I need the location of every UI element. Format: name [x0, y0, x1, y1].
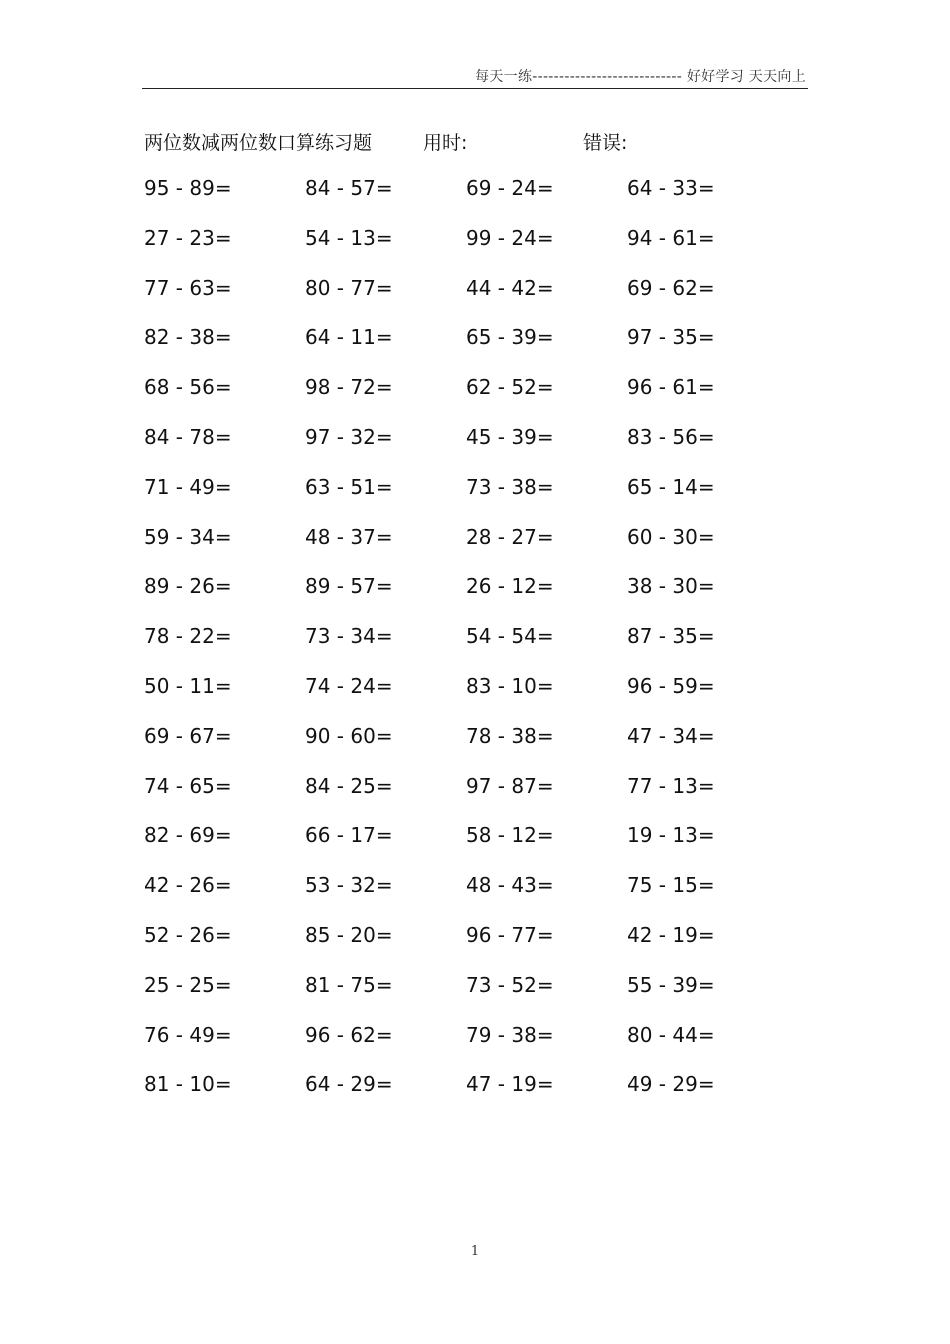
problem-item: 95 - 89= [144, 176, 232, 200]
problem-row [144, 1072, 804, 1122]
problem-item: 81 - 10= [144, 1072, 232, 1097]
problem-item: 79 - 38= [466, 1022, 554, 1047]
problem-item: 80 - 44= [627, 1022, 715, 1047]
problem-item: 25 - 25= [144, 972, 232, 997]
problem-row [144, 973, 804, 1023]
problem-item: 53 - 32= [305, 873, 393, 898]
problem-item: 47 - 19= [466, 1072, 554, 1097]
problem-item: 48 - 43= [466, 873, 554, 898]
problem-row [144, 724, 804, 774]
problem-item: 96 - 77= [466, 922, 554, 947]
problem-row [144, 1023, 804, 1073]
problem-item: 96 - 61= [627, 375, 715, 400]
worksheet-title: 两位数减两位数口算练习题 [144, 132, 373, 154]
problem-row [144, 325, 804, 375]
problem-item: 82 - 69= [144, 823, 232, 848]
problem-item: 97 - 35= [627, 325, 715, 350]
problem-item: 74 - 65= [144, 773, 232, 798]
problem-grid [144, 176, 804, 1122]
problem-item: 42 - 19= [627, 922, 715, 947]
problem-item: 50 - 11= [144, 673, 232, 698]
problem-item: 68 - 56= [144, 375, 232, 400]
problem-item: 69 - 24= [466, 176, 554, 200]
problem-item: 87 - 35= [627, 624, 715, 649]
problem-item: 63 - 51= [305, 474, 393, 499]
problem-item: 71 - 49= [144, 474, 232, 499]
problem-row [144, 226, 804, 276]
problem-item: 82 - 38= [144, 325, 232, 350]
problem-item: 45 - 39= [466, 424, 554, 449]
problem-item: 97 - 32= [305, 424, 393, 449]
problem-item: 69 - 62= [627, 275, 715, 300]
problem-item: 83 - 10= [466, 673, 554, 698]
problem-item: 19 - 13= [627, 823, 715, 848]
problem-item: 54 - 54= [466, 624, 554, 649]
problem-item: 52 - 26= [144, 922, 232, 947]
problem-item: 84 - 78= [144, 424, 232, 449]
problem-item: 44 - 42= [466, 275, 554, 300]
problem-item: 62 - 52= [466, 375, 554, 400]
problem-item: 66 - 17= [305, 823, 393, 848]
problem-row [144, 774, 804, 824]
worksheet-title-row [0, 128, 950, 158]
problem-item: 78 - 22= [144, 624, 232, 649]
header-slogan: 每天一练---------------------------- 好好学习 天天向上 [475, 69, 806, 85]
problem-item: 81 - 75= [305, 972, 393, 997]
page-number: 1 [470, 1244, 480, 1259]
problem-item: 55 - 39= [627, 972, 715, 997]
problem-row [144, 674, 804, 724]
problem-item: 99 - 24= [466, 225, 554, 250]
problem-item: 48 - 37= [305, 524, 393, 549]
problem-item: 98 - 72= [305, 375, 393, 400]
problem-item: 59 - 34= [144, 524, 232, 549]
problem-item: 97 - 87= [466, 773, 554, 798]
time-used-label: 用时: [423, 132, 468, 154]
problem-item: 64 - 29= [305, 1072, 393, 1097]
problem-item: 85 - 20= [305, 922, 393, 947]
problem-item: 94 - 61= [627, 225, 715, 250]
problem-item: 73 - 38= [466, 474, 554, 499]
problem-item: 74 - 24= [305, 673, 393, 698]
problem-item: 58 - 12= [466, 823, 554, 848]
errors-label: 错误: [583, 132, 628, 154]
problem-row [144, 176, 804, 226]
problem-item: 84 - 57= [305, 176, 393, 200]
problem-row [144, 425, 804, 475]
problem-item: 75 - 15= [627, 873, 715, 898]
problem-item: 78 - 38= [466, 723, 554, 748]
problem-item: 89 - 57= [305, 574, 393, 599]
problem-row [144, 574, 804, 624]
problem-item: 73 - 52= [466, 972, 554, 997]
problem-item: 28 - 27= [466, 524, 554, 549]
problem-item: 64 - 33= [627, 176, 715, 200]
problem-item: 96 - 62= [305, 1022, 393, 1047]
problem-item: 38 - 30= [627, 574, 715, 599]
problem-item: 65 - 14= [627, 474, 715, 499]
problem-item: 84 - 25= [305, 773, 393, 798]
problem-item: 42 - 26= [144, 873, 232, 898]
problem-item: 89 - 26= [144, 574, 232, 599]
problem-item: 65 - 39= [466, 325, 554, 350]
problem-item: 77 - 63= [144, 275, 232, 300]
problem-row [144, 873, 804, 923]
problem-item: 26 - 12= [466, 574, 554, 599]
problem-row [144, 276, 804, 326]
page-header [142, 62, 808, 89]
problem-row [144, 525, 804, 575]
problem-item: 69 - 67= [144, 723, 232, 748]
problem-row [144, 823, 804, 873]
problem-item: 76 - 49= [144, 1022, 232, 1047]
problem-item: 90 - 60= [305, 723, 393, 748]
problem-item: 54 - 13= [305, 225, 393, 250]
problem-row [144, 475, 804, 525]
problem-item: 47 - 34= [627, 723, 715, 748]
problem-item: 80 - 77= [305, 275, 393, 300]
problem-item: 73 - 34= [305, 624, 393, 649]
problem-item: 49 - 29= [627, 1072, 715, 1097]
problem-row [144, 923, 804, 973]
problem-item: 60 - 30= [627, 524, 715, 549]
problem-item: 64 - 11= [305, 325, 393, 350]
problem-item: 77 - 13= [627, 773, 715, 798]
problem-item: 83 - 56= [627, 424, 715, 449]
problem-row [144, 624, 804, 674]
problem-item: 96 - 59= [627, 673, 715, 698]
problem-item: 27 - 23= [144, 225, 232, 250]
problem-row [144, 375, 804, 425]
